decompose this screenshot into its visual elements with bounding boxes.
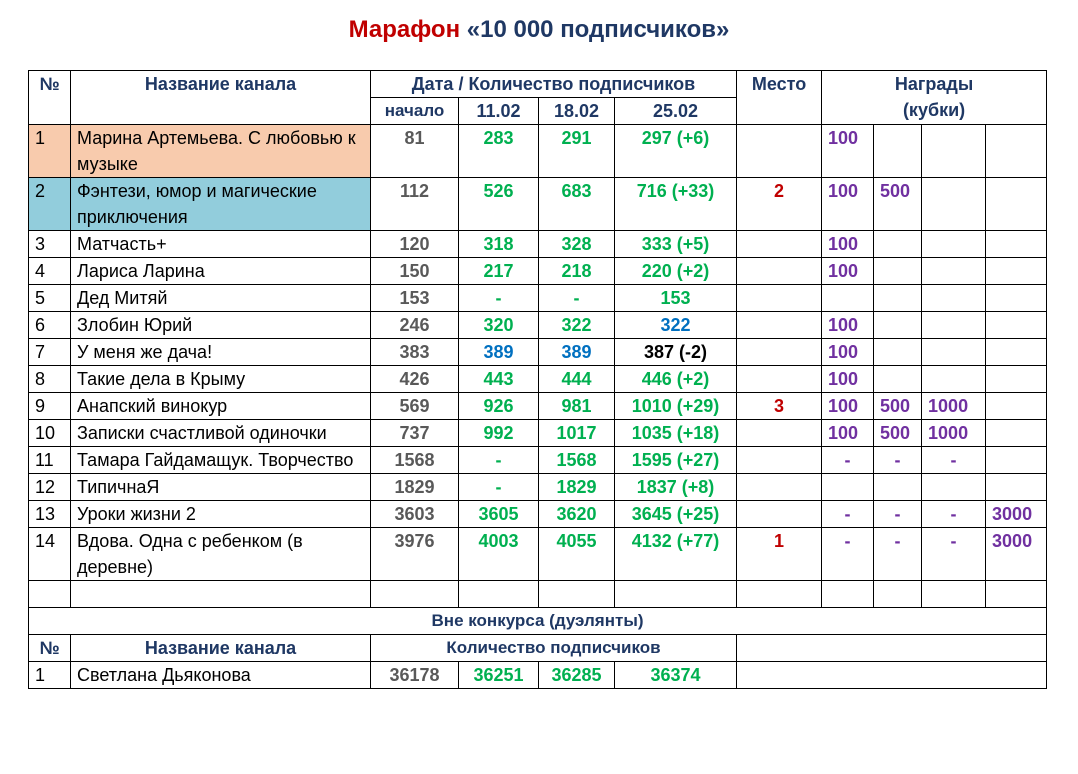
row-v1: 443	[459, 366, 539, 393]
row-num: 4	[29, 258, 71, 285]
row-v3: 153	[615, 285, 737, 312]
offcontest-row-v1: 36251	[459, 662, 539, 689]
row-v2: -	[539, 285, 615, 312]
offcontest-title: Вне конкурса (дуэлянты)	[29, 608, 1047, 635]
row-v2: 3620	[539, 501, 615, 528]
row-a3	[922, 125, 986, 178]
row-a1	[822, 474, 874, 501]
page-title	[0, 16, 1078, 44]
row-a3: 1000	[922, 420, 986, 447]
row-num: 14	[29, 528, 71, 581]
row-name: Злобин Юрий	[71, 312, 371, 339]
row-a4	[986, 366, 1047, 393]
header-place: Место	[737, 71, 822, 125]
row-a3: -	[922, 501, 986, 528]
row-v2: 389	[539, 339, 615, 366]
table-row	[29, 366, 1047, 393]
row-a3	[922, 312, 986, 339]
row-place	[737, 339, 822, 366]
header-d1: 11.02	[459, 98, 539, 125]
row-a1: -	[822, 501, 874, 528]
row-name: Марина Артемьева. С любовью к музыке	[71, 125, 371, 178]
row-name: Уроки жизни 2	[71, 501, 371, 528]
row-start: 246	[371, 312, 459, 339]
row-v1: 926	[459, 393, 539, 420]
row-a3	[922, 285, 986, 312]
table-row	[29, 528, 1047, 581]
row-start: 426	[371, 366, 459, 393]
header-date-count: Дата / Количество подписчиков	[371, 71, 737, 98]
row-a4: 3000	[986, 501, 1047, 528]
row-num: 5	[29, 285, 71, 312]
row-v1: -	[459, 447, 539, 474]
row-a1: 100	[822, 366, 874, 393]
title-part1: Марафон	[348, 16, 461, 43]
row-num: 11	[29, 447, 71, 474]
row-a2	[874, 285, 922, 312]
header-row	[29, 71, 1047, 98]
offcontest-header-name: Название канала	[71, 635, 371, 662]
row-start: 3976	[371, 528, 459, 581]
row-name: Дед Митяй	[71, 285, 371, 312]
row-v1: 320	[459, 312, 539, 339]
offcontest-title-row	[29, 608, 1047, 635]
row-start: 383	[371, 339, 459, 366]
header-num: №	[29, 71, 71, 125]
row-name: Фэнтези, юмор и магические приключения	[71, 178, 371, 231]
offcontest-row-v3: 36374	[615, 662, 737, 689]
row-num: 7	[29, 339, 71, 366]
row-num: 10	[29, 420, 71, 447]
row-v1: 283	[459, 125, 539, 178]
row-v3: 1837 (+8)	[615, 474, 737, 501]
row-a4: 3000	[986, 528, 1047, 581]
row-num: 8	[29, 366, 71, 393]
table-row	[29, 231, 1047, 258]
row-v2: 291	[539, 125, 615, 178]
header-d3: 25.02	[615, 98, 737, 125]
row-place: 1	[737, 528, 822, 581]
marathon-table	[28, 70, 1047, 689]
row-v3: 4132 (+77)	[615, 528, 737, 581]
row-a4	[986, 447, 1047, 474]
row-num: 1	[29, 125, 71, 178]
row-v1: 318	[459, 231, 539, 258]
table-row	[29, 258, 1047, 285]
row-place	[737, 420, 822, 447]
row-place: 2	[737, 178, 822, 231]
row-start: 81	[371, 125, 459, 178]
row-place	[737, 258, 822, 285]
offcontest-row	[29, 662, 1047, 689]
row-a3: -	[922, 447, 986, 474]
row-start: 120	[371, 231, 459, 258]
title-part2: «10 000 подписчиков»	[466, 16, 730, 43]
row-a1: -	[822, 447, 874, 474]
row-place	[737, 447, 822, 474]
row-name: У меня же дача!	[71, 339, 371, 366]
row-start: 112	[371, 178, 459, 231]
row-a1: 100	[822, 125, 874, 178]
table-row	[29, 339, 1047, 366]
row-v1: -	[459, 474, 539, 501]
row-num: 13	[29, 501, 71, 528]
row-place	[737, 285, 822, 312]
row-a2: 500	[874, 178, 922, 231]
row-v2: 328	[539, 231, 615, 258]
row-v3: 1010 (+29)	[615, 393, 737, 420]
row-v3: 446 (+2)	[615, 366, 737, 393]
table-row	[29, 420, 1047, 447]
row-a3: 1000	[922, 393, 986, 420]
row-v3: 297 (+6)	[615, 125, 737, 178]
row-a1: 100	[822, 339, 874, 366]
row-v2: 218	[539, 258, 615, 285]
row-name: Анапский винокур	[71, 393, 371, 420]
row-a3	[922, 258, 986, 285]
header-d2: 18.02	[539, 98, 615, 125]
offcontest-header-num: №	[29, 635, 71, 662]
row-a2: -	[874, 501, 922, 528]
row-place	[737, 312, 822, 339]
offcontest-header-row	[29, 635, 1047, 662]
row-a1: 100	[822, 178, 874, 231]
row-a4	[986, 393, 1047, 420]
table-row	[29, 474, 1047, 501]
row-v1: 526	[459, 178, 539, 231]
row-a1	[822, 285, 874, 312]
row-v2: 981	[539, 393, 615, 420]
row-a1: 100	[822, 258, 874, 285]
row-v3: 322	[615, 312, 737, 339]
row-start: 153	[371, 285, 459, 312]
row-start: 1568	[371, 447, 459, 474]
offcontest-row-v2: 36285	[539, 662, 615, 689]
table-row	[29, 125, 1047, 178]
row-v3: 387 (-2)	[615, 339, 737, 366]
row-name: Такие дела в Крыму	[71, 366, 371, 393]
row-a4	[986, 285, 1047, 312]
row-v2: 1568	[539, 447, 615, 474]
row-a1: 100	[822, 393, 874, 420]
row-a4	[986, 178, 1047, 231]
row-name: Записки счастливой одиночки	[71, 420, 371, 447]
row-a1: 100	[822, 312, 874, 339]
row-num: 12	[29, 474, 71, 501]
row-a2: 500	[874, 420, 922, 447]
row-place	[737, 231, 822, 258]
row-v2: 1829	[539, 474, 615, 501]
row-start: 1829	[371, 474, 459, 501]
row-a4	[986, 258, 1047, 285]
row-start: 569	[371, 393, 459, 420]
row-a4	[986, 231, 1047, 258]
row-name: Вдова. Одна с ребенком (в деревне)	[71, 528, 371, 581]
row-a2: -	[874, 447, 922, 474]
row-name: Матчасть+	[71, 231, 371, 258]
row-v3: 716 (+33)	[615, 178, 737, 231]
row-v1: -	[459, 285, 539, 312]
row-place	[737, 474, 822, 501]
row-v3: 1595 (+27)	[615, 447, 737, 474]
table-row	[29, 447, 1047, 474]
table-row	[29, 312, 1047, 339]
row-a4	[986, 474, 1047, 501]
row-v2: 1017	[539, 420, 615, 447]
row-num: 2	[29, 178, 71, 231]
row-a3	[922, 231, 986, 258]
row-a4	[986, 420, 1047, 447]
row-v1: 3605	[459, 501, 539, 528]
row-v3: 220 (+2)	[615, 258, 737, 285]
header-name: Название канала	[71, 71, 371, 125]
row-v1: 217	[459, 258, 539, 285]
row-v3: 3645 (+25)	[615, 501, 737, 528]
row-a1: 100	[822, 420, 874, 447]
row-v1: 992	[459, 420, 539, 447]
row-a3	[922, 474, 986, 501]
offcontest-header-count: Количество подписчиков	[371, 635, 737, 662]
row-a3	[922, 366, 986, 393]
row-num: 9	[29, 393, 71, 420]
row-v1: 389	[459, 339, 539, 366]
row-a3: -	[922, 528, 986, 581]
header-awards: Награды (кубки)	[822, 71, 1047, 125]
row-a1: 100	[822, 231, 874, 258]
empty-row	[29, 581, 1047, 608]
row-place	[737, 125, 822, 178]
row-a4	[986, 125, 1047, 178]
table-row	[29, 501, 1047, 528]
row-place: 3	[737, 393, 822, 420]
row-start: 737	[371, 420, 459, 447]
row-name: Тамара Гайдамащук. Творчество	[71, 447, 371, 474]
row-v3: 333 (+5)	[615, 231, 737, 258]
row-num: 3	[29, 231, 71, 258]
offcontest-row-num: 1	[29, 662, 71, 689]
row-place	[737, 366, 822, 393]
row-start: 150	[371, 258, 459, 285]
row-a3	[922, 178, 986, 231]
row-a1: -	[822, 528, 874, 581]
row-a2	[874, 258, 922, 285]
row-v1: 4003	[459, 528, 539, 581]
row-v2: 4055	[539, 528, 615, 581]
row-a2	[874, 339, 922, 366]
row-v2: 322	[539, 312, 615, 339]
row-a2	[874, 125, 922, 178]
row-a2	[874, 231, 922, 258]
offcontest-row-start: 36178	[371, 662, 459, 689]
row-a3	[922, 339, 986, 366]
row-v2: 444	[539, 366, 615, 393]
row-v3: 1035 (+18)	[615, 420, 737, 447]
table-row	[29, 178, 1047, 231]
row-name: ТипичнаЯ	[71, 474, 371, 501]
row-a2	[874, 312, 922, 339]
row-a2: 500	[874, 393, 922, 420]
row-num: 6	[29, 312, 71, 339]
row-a4	[986, 339, 1047, 366]
row-a2: -	[874, 528, 922, 581]
row-a2	[874, 366, 922, 393]
row-a2	[874, 474, 922, 501]
row-name: Лариса Ларина	[71, 258, 371, 285]
table-row	[29, 393, 1047, 420]
table-row	[29, 285, 1047, 312]
row-start: 3603	[371, 501, 459, 528]
row-place	[737, 501, 822, 528]
offcontest-row-name: Светлана Дьяконова	[71, 662, 371, 689]
row-a4	[986, 312, 1047, 339]
row-v2: 683	[539, 178, 615, 231]
header-start: начало	[371, 98, 459, 125]
